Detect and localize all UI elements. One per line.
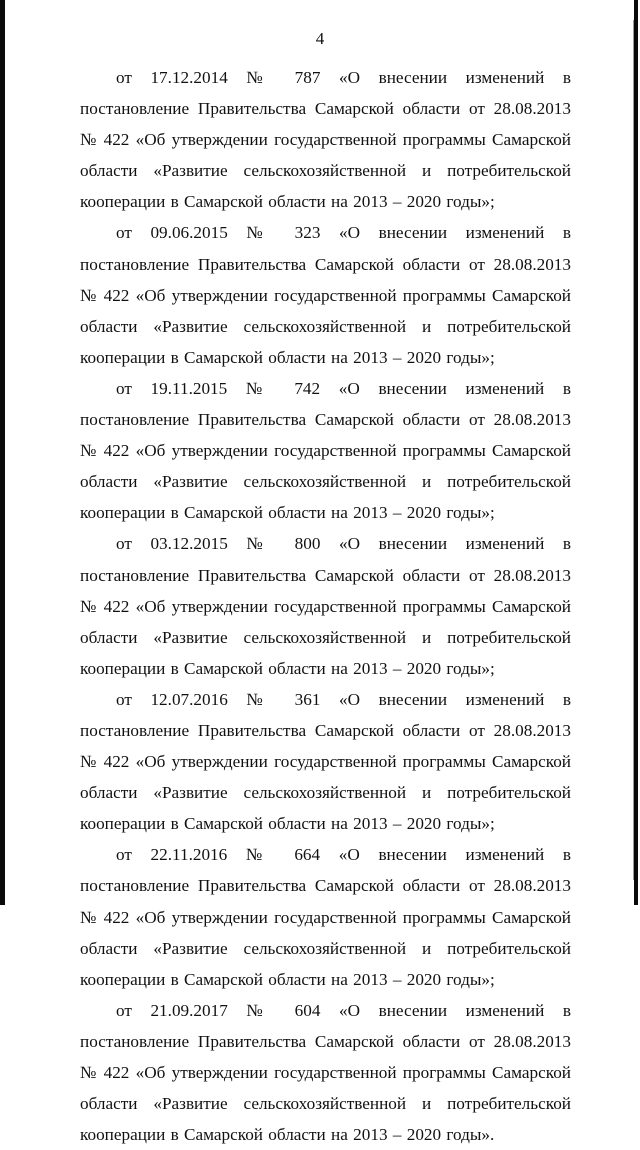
scan-border-right — [634, 0, 638, 905]
amendment-paragraph: от 21.09.2017 № 604 «О внесении изменений в постановление Правительства Самарской области от 28.08.2013 № 422 «Об утверждении государственной программы Самарской области «Развитие сельскохозяйственной и потребительской кооперации в Самарской области на 2013 – 2020 годы». — [80, 1000, 571, 1145]
amendment-paragraph: от 17.12.2014 № 787 «О внесении изменений в постановление Правительства Самарской области от 28.08.2013 № 422 «Об утверждении государственной программы Самарской области «Развитие сельскохозяйственной и потребительской кооперации в Самарской области на 2013 – 2020 годы»; — [80, 68, 571, 212]
amendment-paragraph: от 19.11.2015 № 742 «О внесении изменений в постановление Правительства Самарской области от 28.08.2013 № 422 «Об утверждении государственной программы Самарской области «Развитие сельскохозяйственной и потребительской кооперации в Самарской области на 2013 – 2020 годы»; — [80, 378, 571, 523]
scan-border-right-shadow — [633, 20, 634, 880]
scan-border-left — [0, 0, 5, 905]
amendment-paragraph: от 09.06.2015 № 323 «О внесении изменений в постановление Правительства Самарской области от 28.08.2013 № 422 «Об утверждении государственной программы Самарской области «Развитие сельскохозяйственной и потребительской кооперации в Самарской области на 2013 – 2020 годы»; — [80, 223, 571, 367]
amendment-paragraph: от 12.07.2016 № 361 «О внесении изменений в постановление Правительства Самарской области от 28.08.2013 № 422 «Об утверждении государственной программы Самарской области «Развитие сельскохозяйственной и потребительской кооперации в Самарской области на 2013 – 2020 годы»; — [80, 689, 571, 834]
amendment-paragraph: от 22.11.2016 № 664 «О внесении изменений в постановление Правительства Самарской области от 28.08.2013 № 422 «Об утверждении государственной программы Самарской области «Развитие сельскохозяйственной и потребительской кооперации в Самарской области на 2013 – 2020 годы»; — [80, 845, 571, 989]
amendment-paragraph: от 03.12.2015 № 800 «О внесении изменений в постановление Правительства Самарской области от 28.08.2013 № 422 «Об утверждении государственной программы Самарской области «Развитие сельскохозяйственной и потребительской кооперации в Самарской области на 2013 – 2020 годы»; — [80, 534, 571, 678]
page-number: 4 — [315, 29, 325, 48]
document-body — [80, 62, 571, 1150]
